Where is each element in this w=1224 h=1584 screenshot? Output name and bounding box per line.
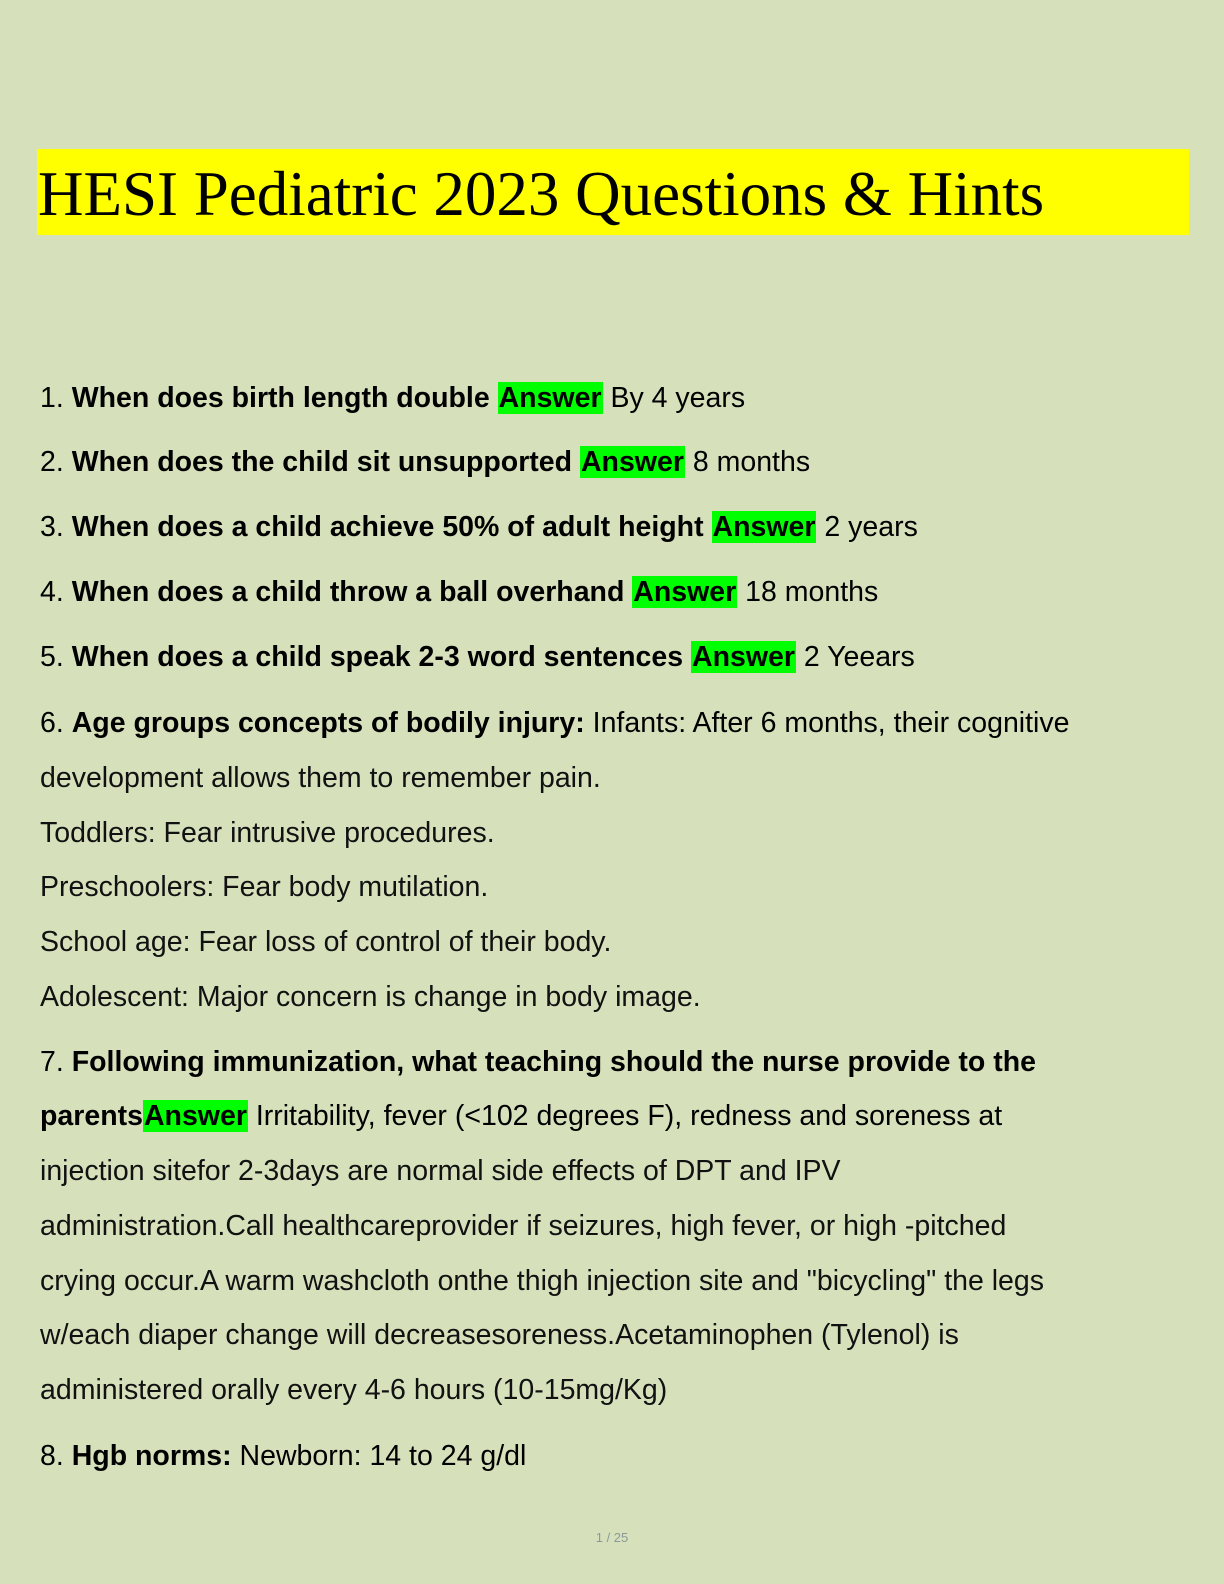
question-text: When does a child speak 2-3 word sentences [71,641,684,673]
item-number: 2. [40,446,64,478]
question-text: When does a child achieve 50% of adult height [71,511,704,543]
question-item-7-cont [40,1098,1002,1134]
answer-label: Answer [498,382,602,414]
answer-line: School age: Fear loss of control of their body. [40,926,612,958]
answer-line: crying occur.A warm washcloth onthe thigh injection site and "bicycling" the legs [40,1265,1045,1297]
question-item-5 [40,639,915,675]
item-number: 1. [40,382,64,414]
item-number: 6. [40,707,64,739]
question-item-7 [40,1044,1036,1080]
answer-text: Irritability, fever (<102 degrees F), redness and soreness at [255,1100,1003,1132]
question-item-6 [40,705,1070,741]
answer-label: Answer [633,576,737,608]
item-number: 5. [40,641,64,673]
item-number: 7. [40,1046,64,1078]
answer-line: Adolescent: Major concern is change in body image. [40,981,701,1013]
question-text: Age groups concepts of bodily injury: [71,707,585,739]
answer-text: 2 Yeears [803,641,915,673]
question-item-1 [40,380,745,416]
question-item-2 [40,444,810,480]
answer-text: 18 months [745,576,879,608]
answer-label: Answer [143,1100,247,1132]
question-text: When does a child throw a ball overhand [71,576,625,608]
question-item-8 [40,1438,526,1474]
answer-label: Answer [580,446,684,478]
item-number: 8. [40,1440,64,1472]
page-indicator: 1 / 25 [595,1530,629,1545]
answer-text: Infants: After 6 months, their cognitive [592,707,1070,739]
answer-line: Preschoolers: Fear body mutilation. [40,871,489,903]
answer-text: By 4 years [610,382,746,414]
question-text: When does the child sit unsupported [71,446,573,478]
answer-text: 2 years [824,511,918,543]
page-title: HESI Pediatric 2023 Questions & Hints [38,159,1045,229]
answer-label: Answer [691,641,795,673]
question-text: parents [40,1100,143,1132]
answer-line: administration.Call healthcareprovider if seizures, high fever, or high -pitched [40,1210,1007,1242]
item-number: 3. [40,511,64,543]
answer-line: injection sitefor 2-3days are normal side effects of DPT and IPV [40,1155,841,1187]
question-item-3 [40,509,918,545]
answer-text: 8 months [692,446,811,478]
answer-text: Newborn: 14 to 24 g/dl [239,1440,527,1472]
item-number: 4. [40,576,64,608]
answer-line: Toddlers: Fear intrusive procedures. [40,817,495,849]
answer-label: Answer [712,511,816,543]
question-text: Following immunization, what teaching should the nurse provide to the [71,1046,1036,1078]
question-text: Hgb norms: [71,1440,232,1472]
answer-line: w/each diaper change will decreasesoreness.Acetaminophen (Tylenol) is [40,1319,959,1351]
question-text: When does birth length double [71,382,490,414]
answer-line: administered orally every 4-6 hours (10-15mg/Kg) [40,1374,668,1406]
answer-line: development allows them to remember pain. [40,762,601,794]
question-item-4 [40,574,878,610]
